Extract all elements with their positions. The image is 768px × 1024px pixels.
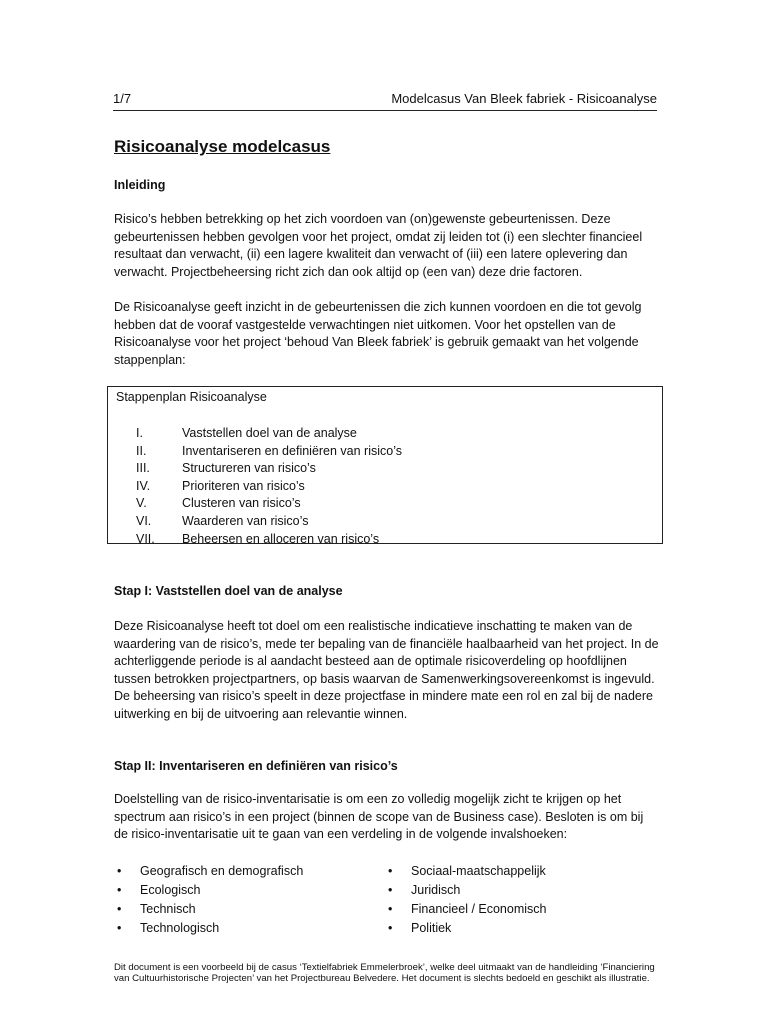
step-number: I. xyxy=(136,426,143,440)
step-item xyxy=(108,513,662,531)
bullet-icon: • xyxy=(117,883,122,897)
step-item xyxy=(108,478,662,496)
step-number: II. xyxy=(136,443,147,458)
page-number: 1/7 xyxy=(113,91,132,106)
stappenplan-box xyxy=(107,386,663,544)
running-title: Modelcasus Van Bleek fabriek - Risicoanalyse xyxy=(391,91,657,106)
step-number: III. xyxy=(136,461,150,476)
section-heading-stap-2: Stap II: Inventariseren en definiëren van risico’s xyxy=(114,759,398,773)
list-item: • Geografisch en demografisch xyxy=(114,862,303,881)
step-item xyxy=(108,443,662,461)
list-item: • Ecologisch xyxy=(114,881,303,900)
step-item xyxy=(108,495,662,513)
step-label: Waarderen van risico’s xyxy=(182,513,309,528)
list-item: • Juridisch xyxy=(385,881,546,900)
bullet-icon: • xyxy=(117,921,122,935)
step-number: V. xyxy=(136,496,147,511)
bullet-icon: • xyxy=(388,883,393,897)
step-label: Vaststellen doel van de analyse xyxy=(182,426,357,440)
step-label: Clusteren van risico’s xyxy=(182,496,301,511)
intro-paragraph-2: De Risicoanalyse geeft inzicht in de gebeurtenissen die zich kunnen voordoen en die tot gevolg hebben dat de vooraf vastgestelde verwachtingen niet uitkomen. Voor het opstellen van de Risicoanalyse voor het project ‘behoud Van Bleek fabriek’ is gebruik gemaakt van het volgende stappenplan: xyxy=(114,300,642,367)
step-item xyxy=(108,531,662,549)
bullet-icon: • xyxy=(388,864,393,878)
bullet-icon: • xyxy=(117,864,122,878)
list-item: • Sociaal-maatschappelijk xyxy=(385,862,546,881)
step-item xyxy=(108,460,662,478)
step-number: IV. xyxy=(136,478,151,493)
stappenplan-list xyxy=(108,425,662,548)
bullet-icon: • xyxy=(388,902,393,916)
invalshoeken-right-column xyxy=(385,862,546,938)
list-item: • Technologisch xyxy=(114,919,303,938)
step-number: VII. xyxy=(136,531,155,546)
page-header xyxy=(113,90,657,111)
section-heading-stap-1: Stap I: Vaststellen doel van de analyse xyxy=(114,584,343,598)
intro-paragraph-1: Risico’s hebben betrekking op het zich voordoen van (on)gewenste gebeurtenissen. Deze gebeurtenissen hebben gevolgen voor het project, omdat zij leiden tot (i) een slechter financieel resultaat dan verwacht, (ii) een lagere kwaliteit dan verwacht of (iii) een latere oplevering dan verwacht. Projectbeheersing richt zich dan ook altijd op (een van) deze drie factoren. xyxy=(114,212,643,279)
list-item: • Financieel / Economisch xyxy=(385,900,546,919)
stap-2-paragraph: Doelstelling van de risico-inventarisatie is om een zo volledig mogelijk zicht te krijgen op het spectrum aan risico’s in een project (binnen de scope van de Business case). Besloten is om bij de risico-inventarisatie uit te gaan van een verdeling in de volgende invalshoeken: xyxy=(114,792,644,842)
step-label: Beheersen en alloceren van risico’s xyxy=(182,531,380,546)
step-number: VI. xyxy=(136,513,152,528)
page-footer-note: Dit document is een voorbeeld bij de casus ‘Textielfabriek Emmelerbroek’, welke deel uitmaakt van de handleiding ‘Financiering van Cultuurhistorische Projecten’ van het Projectbureau Belvedere. Het document is slechts bedoeld en geschikt als illustratie. xyxy=(114,962,655,984)
stap-1-paragraph: Deze Risicoanalyse heeft tot doel om een realistische indicatieve inschatting te maken van de waardering van de risico’s, mede ter bepaling van de financiële haalbaarheid van het project. In de achterliggende periode is al aandacht besteed aan de optimale risicoverdeling op hoofdlijnen tussen betrokken projectpartners, op basis waarvan de Samenwerkingsovereenkomst is ingevuld. De beheersing van risico’s speelt in deze projectfase in mindere mate een rol en zal bij de nadere uitwerking en bij de uitvoering aan relevantie winnen. xyxy=(114,619,659,721)
step-label: Inventariseren en definiëren van risico’s xyxy=(182,443,403,458)
section-heading-inleiding: Inleiding xyxy=(114,178,166,192)
stappenplan-title: Stappenplan Risicoanalyse xyxy=(116,390,267,404)
document-title: Risicoanalyse modelcasus xyxy=(114,137,331,156)
invalshoeken-left-column xyxy=(114,862,303,938)
step-label: Structureren van risico’s xyxy=(182,461,316,476)
bullet-icon: • xyxy=(117,902,122,916)
list-item: • Politiek xyxy=(385,919,546,938)
step-label: Prioriteren van risico’s xyxy=(182,478,305,493)
list-item: • Technisch xyxy=(114,900,303,919)
bullet-icon: • xyxy=(388,921,393,935)
step-item xyxy=(108,425,662,443)
